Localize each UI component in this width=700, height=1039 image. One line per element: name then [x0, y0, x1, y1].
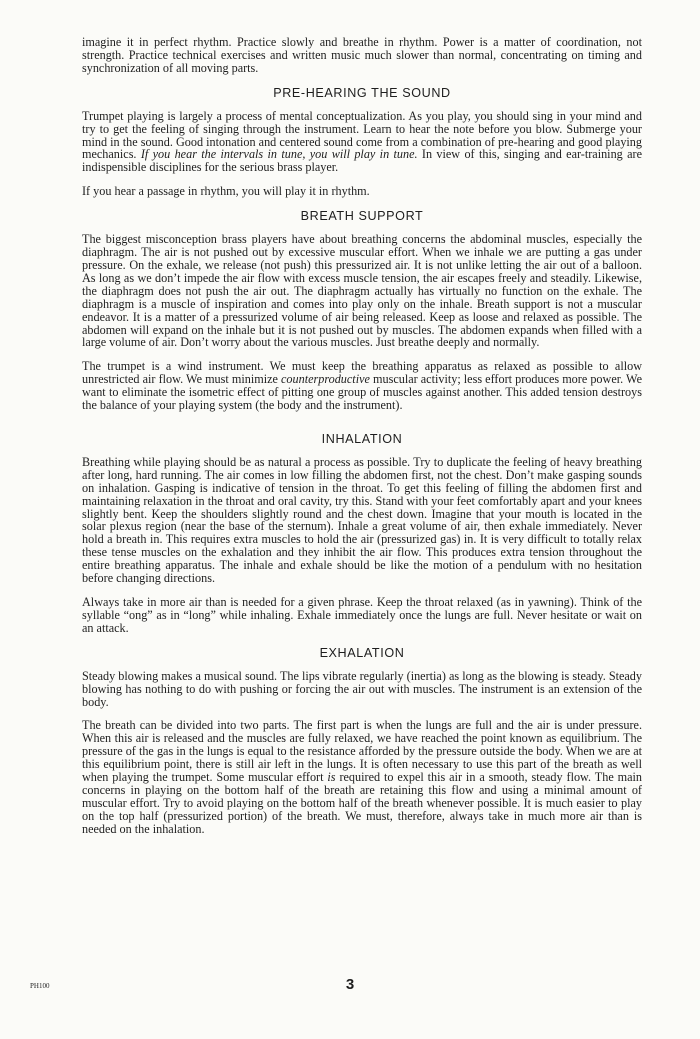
heading-breath-support: BREATH SUPPORT	[300, 209, 424, 224]
footer-code: PH100	[30, 982, 50, 990]
breath-support-paragraph-2: The trumpet is a wind instrument. We must keep the breathing apparatus as relaxed as possible to allow unrestricted air flow. We must minimize counterproductive muscular activity; less effort produces more power. We want to eliminate the isometric effect of pitting one group of muscles against another. This added tension destroys the balance of your playing system (the body and the instrument).	[82, 359, 642, 413]
heading-inhalation: INHALATION	[321, 431, 403, 446]
intro-paragraph: imagine it in perfect rhythm. Practice slowly and breathe in rhythm. Power is a matter of coordination, not strength. Practice technical exercises and written music much slower than normal, concentrating on timing and synchronization of all moving parts.	[82, 35, 642, 75]
page-number: 3	[345, 976, 355, 993]
pre-hearing-paragraph-1: Trumpet playing is largely a process of mental conceptualization. As you play, you should sing in your mind and try to get the feeling of singing through the instrument. Learn to hear the note before you blow. Submerge your mind in the sound. Good intonation and centered sound come from a combination of pre-hearing and good playing mechanics. If you hear the intervals in tune, you will play in tune. In view of this, singing and ear-training are indispensible disciplines for the serious brass player.	[82, 108, 642, 175]
page-body	[82, 36, 642, 847]
inhalation-paragraph-2: Always take in more air than is needed for a given phrase. Keep the throat relaxed (as in yawning). Think of the syllable “ong” as in “long” while inhaling. Exhale immediately once the lungs are full. Never hesitate or wait on an attack.	[82, 595, 642, 635]
breath-support-paragraph-1: The biggest misconception brass players have about breathing concerns the abdominal muscles, especially the diaphragm. The air is not pushed out by excessive muscular effort. When we inhale we are putting a gas under pressure. On the exhale, we release (not push) this pressurized air. It is not unlike letting the air out of a balloon. As long as we don’t impede the air flow with excess muscle tension, the air escapes freely and steadily. Likewise, the diaphragm does not push the air out. The diaphragm actually has virtually no function on the exhale. The diaphragm is a muscle of inspiration and comes into play only on the inhale. Breath support is not a muscular endeavor. It is a matter of a pressurized volume of air being released. Keep as loose and relaxed as possible. The abdomen will expand on the inhale but it is not pushed out by muscles. The abdomen expands when filled with a large volume of air. Don’t worry about the various muscles. Just breathe deeply and normally.	[82, 232, 642, 350]
exhalation-paragraph-1: Steady blowing makes a musical sound. The lips vibrate regularly (inertia) as long as the blowing is steady. Steady blowing has nothing to do with pushing or forcing the air out with muscles. The instrument is an extension of the body.	[82, 668, 642, 709]
exhalation-paragraph-2: The breath can be divided into two parts. The first part is when the lungs are full and the air is under pressure. When this air is released and the muscles are fully relaxed, we have reached the point known as equilibrium. The pressure of the gas in the lungs is equal to the resistance afforded by the pressure outside the body. When we are at this equilibrium point, there is still air left in the lungs. It is often necessary to use this part of the breath as well when playing the trumpet. Some muscular effort is required to expel this air in a smooth, steady flow. The main concerns in playing on the bottom half of the breath are retaining this flow and using a minimal amount of muscular effort. Try to avoid playing on the bottom half of the breath whenever possible. It is much easier to play on the top half (pressurized portion) of the breath. We must, therefore, always take in much more air than is needed on the inhalation.	[82, 718, 643, 836]
heading-exhalation: EXHALATION	[319, 645, 405, 660]
inhalation-paragraph-1: Breathing while playing should be as natural a process as possible. Try to duplicate the feeling of heavy breathing after long, hard running. The air comes in low filling the abdomen first, not the chest. Don’t make gasping sounds on inhalation. Gasping is indicative of tension in the throat. To get this feeling of filling the abdomen first and maintaining relaxation in the throat and oral cavity, try this. Stand with your feet comfortably apart and your knees slightly bent. Keep the shoulders slightly round and the chest down. Imagine that your mouth is located in the solar plexus region (near the base of the sternum). Inhale a great volume of air, then exhale immediately. Never hold a breath in. This requires extra muscles to hold the air (pressurized gas) in. It is very difficult to totally relax these tense muscles on the exhalation and they inhibit the air flow. This produces extra tension throughout the entire breathing apparatus. The inhale and exhale should be like the motion of a pendulum with no hesitation before changing directions.	[82, 454, 642, 586]
pre-hearing-paragraph-2: If you hear a passage in rhythm, you will play it in rhythm.	[82, 184, 370, 199]
heading-pre-hearing: PRE-HEARING THE SOUND	[273, 85, 451, 100]
